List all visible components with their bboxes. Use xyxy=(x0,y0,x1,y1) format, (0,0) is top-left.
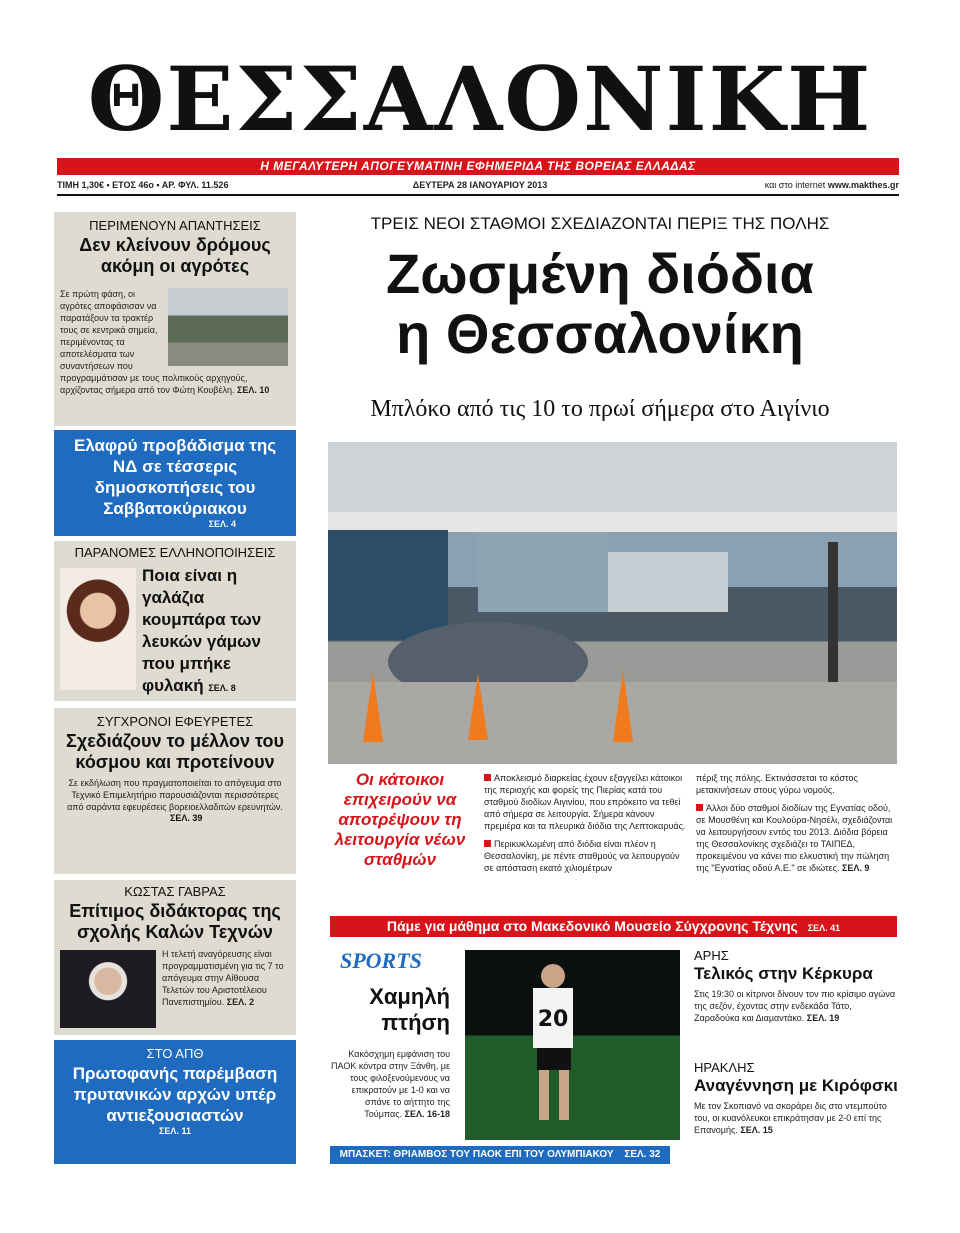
bullet-icon xyxy=(484,840,491,847)
main-kicker: ΤΡΕΙΣ ΝΕΟΙ ΣΤΑΘΜΟΙ ΣΧΕΔΙΑΖΟΝΤΑΙ ΠΕΡΙΞ ΤΗΣ ΠΟΛΗΣ xyxy=(370,214,830,233)
basket-strip-text: ΜΠΑΣΚΕΤ: ΘΡΙΑΜΒΟΣ ΤΟΥ ΠΑΟΚ ΕΠΙ ΤΟΥ ΟΛΥΜΠΙΑΚΟΥ xyxy=(339,1149,614,1160)
bullet-icon xyxy=(696,804,703,811)
sports-headline[interactable]: Χαμηλή πτήση xyxy=(369,984,450,1035)
masthead-title: ΘΕΣΣΑΛΟΝΙΚΗ xyxy=(87,47,873,151)
story-polls[interactable] xyxy=(54,430,296,536)
main-headline-line1: Ζωσμένη διόδια xyxy=(386,242,814,305)
story-auth[interactable] xyxy=(54,1040,296,1164)
sports-logo: SPORTS xyxy=(340,948,422,973)
masthead-rule xyxy=(57,194,899,196)
main-pullquote: Οι κάτοικοι επιχειρούν να αποτρέψουν τη λειτουργία νέων σταθμών xyxy=(334,770,466,869)
page-ref: ΣΕΛ. 32 xyxy=(624,1149,661,1160)
story-inventors[interactable] xyxy=(54,708,296,874)
story-body: Σε εκδήλωση που πραγματοποιείται το απόγευμα στο Τεχνικό Επιμελητήριο παρουσιάζονται περισσότερες από σαράντα εφευρέσεις βορειοελλαδιτών ερευνητών. xyxy=(67,778,283,812)
main-col1-para1: Αποκλεισμό διαρκείας έχουν εξαγγείλει κάτοικοι της περιοχής και φορείς της Πιερίας κατά του σταθμού διοδίων Αιγινίου, που επρόκειτο να τεθεί από σήμερα σε λειτουργία. Σήμερα κάνουν πρεμιέρα και τα πλευρικά διόδια της Λεπτοκαρυάς. xyxy=(484,773,686,831)
page-ref: ΣΕΛ. 2 xyxy=(226,997,255,1007)
story-body-text: Με τον Σκοπιανό να σκοράρει δις στο ντεμπούτο του, οι κυανόλευκοι επικράτησαν με 2-0 επί της Επανομής. xyxy=(694,1101,887,1135)
jersey-number: 20 xyxy=(537,1007,569,1032)
story-body xyxy=(694,1100,898,1136)
museum-strip-text: Πάμε για μάθημα στο Μακεδονικό Μουσείο Σύγχρονης Τέχνης xyxy=(386,918,798,934)
story-aris[interactable] xyxy=(694,948,898,1024)
page-ref: ΣΕΛ. 8 xyxy=(208,683,236,693)
main-col2-para2: Άλλοι δύο σταθμοί διοδίων της Εγνατίας οδού, σε Μουσθένη και Κουλούρα-Νησέλι, σχεδιάζονται να λειτουργήσουν εντός του 2013. Διόδια βόρεια της Θεσσαλονίκης σχεδιάζει το ΤΑΙΠΕΔ, προκειμένου να κάνει πιο ελκυστική την πώληση της "Εγνατίας οδού Α.Ε." σε ιδιώτες. xyxy=(696,803,893,873)
story-body xyxy=(162,948,290,1008)
story-headline: Ποια είναι η γαλάζια κουμπάρα των λευκών γάμων που μπήκε φυλακή xyxy=(142,566,262,695)
story-kicker: ΚΩΣΤΑΣ ΓΑΒΡΑΣ xyxy=(124,884,226,899)
main-headline[interactable] xyxy=(300,244,900,364)
page-ref: ΣΕΛ. 11 xyxy=(159,1126,191,1136)
page-ref: ΣΕΛ. 15 xyxy=(740,1125,773,1135)
page-ref: ΣΕΛ. 16-18 xyxy=(404,1109,450,1119)
internet-label: και στο internet xyxy=(764,180,826,190)
main-deck: Μπλόκο από τις 10 το πρωί σήμερα στο Αιγίνιο xyxy=(370,396,830,422)
story-headline: Επίτιμος διδάκτορας της σχολής Καλών Τεχνών xyxy=(69,901,281,942)
story-headline: Σχεδιάζουν το μέλλον του κόσμου και προτείνουν xyxy=(66,731,284,772)
basket-strip[interactable] xyxy=(330,1146,670,1164)
site-url[interactable]: www.makthes.gr xyxy=(827,180,899,190)
page-ref: ΣΕΛ. 9 xyxy=(841,863,870,873)
main-headline-line2: η Θεσσαλονίκη xyxy=(396,302,804,365)
story-headline: Ελαφρύ προβάδισμα της ΝΔ σε τέσσερις δημοσκοπήσεις του Σαββατοκύριακου xyxy=(73,436,277,518)
story-body-text: Σε πρώτη φάση, οι αγρότες αποφάσισαν να παρατάξουν τα τρακτέρ τους σε κεντρικά σημεία, περιμένοντας τα αποτελέσματα των συναντήσεων που προγραμμάτισαν με τους πολιτικούς αρχηγούς, αρχίζοντας σήμερα από τον Φώτη Κουβέλη. xyxy=(60,289,248,395)
sports-body xyxy=(330,1048,450,1120)
page-ref: ΣΕΛ. 4 xyxy=(208,519,236,529)
issue-date: ΔΕΥΤΕΡΑ 28 ΙΑΝΟΥΑΡΙΟΥ 2013 xyxy=(412,180,548,190)
football-photo xyxy=(465,950,680,1140)
story-kicker: ΗΡΑΚΛΗΣ xyxy=(694,1060,755,1075)
main-col1-para2: Περικυκλωμένη από διόδια είναι πλέον η Θεσσαλονίκη, με πέντε σταθμούς να λειτουργούν σε απόσταση εκατό χιλιομέτρων xyxy=(484,839,680,873)
story-body-text: Στις 19:30 οι κίτρινοι δίνουν τον πιο κρίσιμο αγώνα της σεζόν, έχοντας στην ενδεκάδα Τάτο, Ζαραδούκα και Διαμαντάκο. xyxy=(694,989,896,1023)
story-kicker: ΣΤΟ ΑΠΘ xyxy=(146,1046,204,1061)
story-headline: Δεν κλείνουν δρόμους ακόμη οι αγρότες xyxy=(79,235,271,276)
story-headline: Τελικός στην Κέρκυρα xyxy=(694,964,873,983)
sports-body-text: Κακόσχημη εμφάνιση του ΠΑΟΚ κόντρα στην Ξάνθη, με τους φιλοξενούμενους να επικρατούν με 1-0 και να σπάνε το αήττητο της Τούμπας. xyxy=(331,1049,450,1119)
gavras-portrait xyxy=(60,950,156,1028)
woman-portrait xyxy=(60,568,136,690)
main-column-2 xyxy=(696,772,898,874)
photo-shapes xyxy=(465,950,680,1140)
toll-station-photo xyxy=(328,442,897,764)
photo-shapes xyxy=(328,442,897,764)
page-ref: ΣΕΛ. 39 xyxy=(170,813,203,823)
tractors-photo xyxy=(168,288,288,366)
bullet-icon xyxy=(484,774,491,781)
page-ref: ΣΕΛ. 41 xyxy=(807,923,841,933)
story-kicker: ΠΑΡΑΝΟΜΕΣ ΕΛΛΗΝΟΠΟΙΗΣΕΙΣ xyxy=(74,545,276,560)
page-ref: ΣΕΛ. 19 xyxy=(806,1013,840,1023)
story-body xyxy=(694,988,898,1024)
museum-strip[interactable] xyxy=(330,916,897,937)
main-column-1 xyxy=(484,772,690,874)
price-info: ΤΙΜΗ 1,30€ • ΕΤΟΣ 46ο • ΑΡ. ΦΥΛ. 11.526 xyxy=(57,180,229,190)
story-headline: Αναγέννηση με Κιρόφσκι xyxy=(694,1076,898,1095)
story-iraklis[interactable] xyxy=(694,1060,898,1136)
story-kicker: ΣΥΓΧΡΟΝΟΙ ΕΦΕΥΡΕΤΕΣ xyxy=(96,714,254,729)
story-kicker: ΠΕΡΙΜΕΝΟΥΝ ΑΠΑΝΤΗΣΕΙΣ xyxy=(89,218,261,233)
story-headline-wrap xyxy=(142,565,292,699)
story-body-text: Η τελετή αναγόρευσης είναι προγραμματισμένη για τις 7 το απόγευμα στην Αίθουσα Τελετών του Αριστοτέλειου Πανεπιστημίου. xyxy=(162,949,284,1007)
story-headline: Πρωτοφανής παρέμβαση πρυτανικών αρχών υπέρ αντιεξουσιαστών xyxy=(72,1064,278,1125)
masthead-tagline: Η ΜΕΓΑΛΥΤΕΡΗ ΑΠΟΓΕΥΜΑΤΙΝΗ ΕΦΗΜΕΡΙΔΑ ΤΗΣ ΒΟΡΕΙΑΣ ΕΛΛΑΔΑΣ xyxy=(57,158,899,175)
story-kicker: ΑΡΗΣ xyxy=(694,948,729,963)
page-ref: ΣΕΛ. 10 xyxy=(237,385,270,395)
internet-line xyxy=(765,180,899,190)
main-col2-para1: πέριξ της πόλης. Εκτινάσσεται το κόστος μετακινήσεων στους γύρω νομούς. xyxy=(696,773,858,795)
